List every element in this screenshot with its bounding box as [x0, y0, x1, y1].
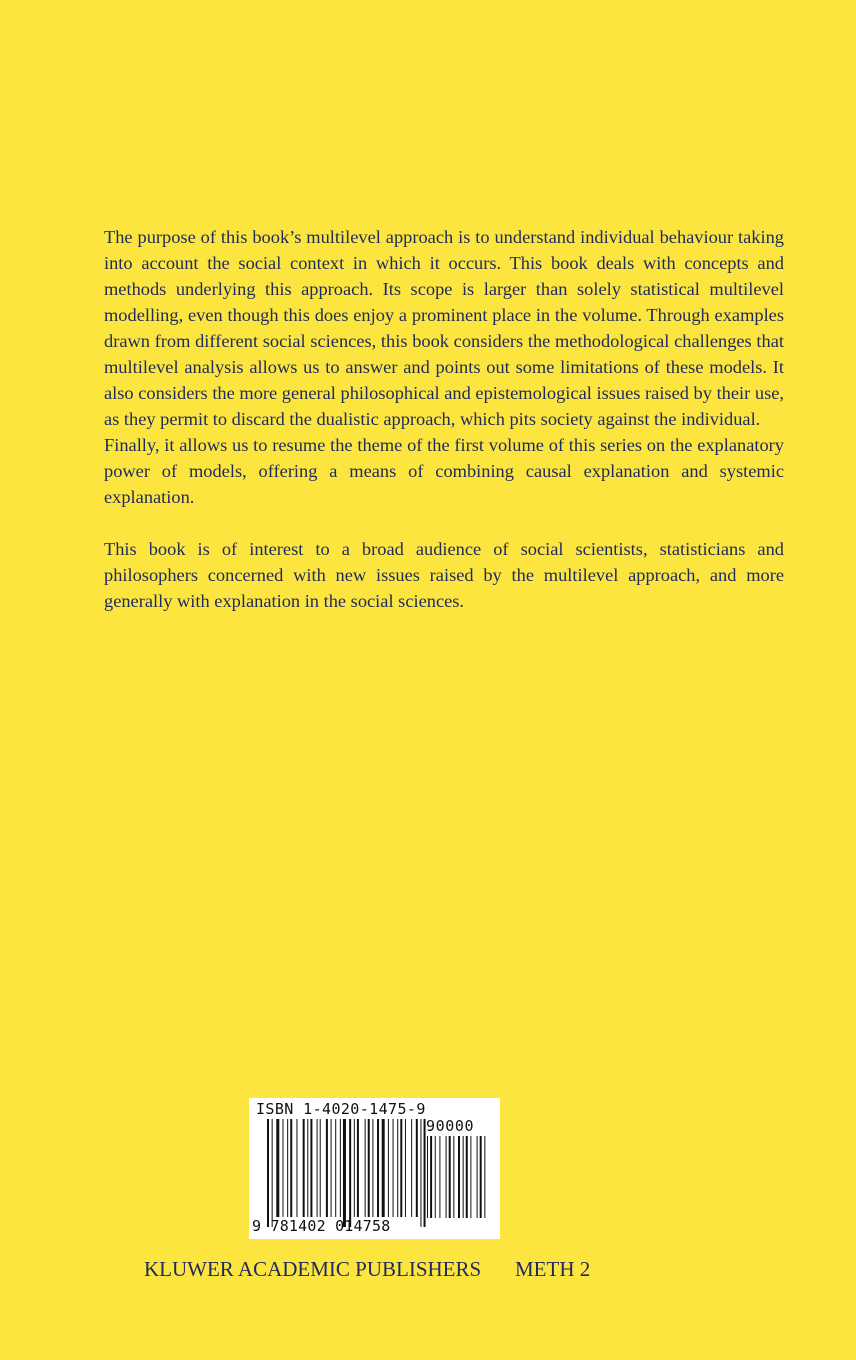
ean-number: 9 781402 014758 [252, 1217, 391, 1235]
blurb-paragraph-1: The purpose of this book’s multilevel approach is to understand individual behaviour taking into account the social context in which it occurs. This book deals with concepts and methods underlying this approach. Its scope is larger than solely statistical multilevel modelling, even though this does enjoy a prominent place in the volume. Through examples drawn from different social sciences, this book considers the methodological challenges that multilevel analysis allows us to answer and points out some limitations of these models. It also considers the more general philosophical and epistemological issues raised by their use, as they permit to discard the dualistic approach, which pits society against the individual. [104, 227, 784, 429]
barcode-bar [372, 1119, 373, 1217]
barcode-bar [365, 1119, 366, 1217]
barcode-bar [335, 1119, 336, 1217]
barcode-bar [343, 1119, 346, 1227]
back-cover-blurb [104, 224, 784, 614]
barcode-bar [354, 1119, 355, 1217]
barcode-bar [272, 1119, 273, 1227]
price-addon-number: 90000 [426, 1117, 475, 1135]
barcode-bar [439, 1136, 440, 1218]
barcode-bar [424, 1119, 426, 1227]
barcode-bar [449, 1136, 451, 1218]
barcode-bar [303, 1119, 305, 1217]
barcode-bar [388, 1119, 389, 1217]
isbn-barcode [249, 1098, 500, 1239]
barcode-bar [326, 1119, 328, 1217]
barcode-bar [400, 1119, 402, 1217]
barcode-bar [427, 1136, 428, 1218]
barcode-bar [382, 1119, 385, 1217]
barcode-bar [416, 1119, 418, 1217]
barcode-bar [453, 1136, 454, 1218]
barcode-bar [484, 1136, 485, 1218]
barcode-bar [477, 1136, 478, 1218]
barcode-bar [435, 1136, 436, 1218]
barcode-bar [480, 1136, 482, 1218]
barcode-bar [331, 1119, 332, 1217]
barcode-bar [430, 1136, 432, 1218]
blurb-paragraph-3: This book is of interest to a broad audience of social scientists, statisticians and philosophers concerned with new issues raised by the multilevel approach, and more generally with explanation in the social sciences. [104, 539, 784, 611]
barcode-bar [420, 1119, 421, 1227]
barcode-bar [320, 1119, 321, 1217]
barcode-bar [287, 1119, 288, 1217]
barcode-bar [296, 1119, 297, 1217]
barcode-bar [267, 1119, 269, 1227]
barcode-bar [349, 1119, 351, 1227]
isbn-number: ISBN 1-4020-1475-9 [256, 1100, 426, 1118]
barcode-bar [290, 1119, 292, 1217]
barcode-bar [411, 1119, 412, 1217]
barcode-bar [446, 1136, 447, 1218]
barcode-bar [357, 1119, 359, 1217]
barcode-bar [377, 1119, 379, 1217]
barcode-bar [307, 1119, 308, 1217]
barcode-bar [405, 1119, 406, 1217]
barcode-bar [466, 1136, 468, 1218]
barcode-bar [470, 1136, 471, 1218]
barcode-bar [340, 1119, 341, 1217]
blurb-paragraph-2: Finally, it allows us to resume the theme of the first volume of this series on the explanatory power of models, offering a means of combining causal explanation and systemic explanation. [104, 435, 784, 507]
publisher-name: KLUWER ACADEMIC PUBLISHERS [144, 1257, 482, 1281]
series-code: METH 2 [515, 1257, 591, 1281]
barcode-bar [317, 1119, 318, 1217]
barcode-bar [283, 1119, 284, 1217]
barcode-bar [458, 1136, 460, 1218]
barcode-bar [397, 1119, 398, 1217]
barcode-bar [463, 1136, 464, 1218]
barcode-bar [310, 1119, 312, 1217]
barcode-bar [276, 1119, 279, 1217]
barcode-bar [393, 1119, 394, 1217]
barcode-bar [368, 1119, 370, 1217]
